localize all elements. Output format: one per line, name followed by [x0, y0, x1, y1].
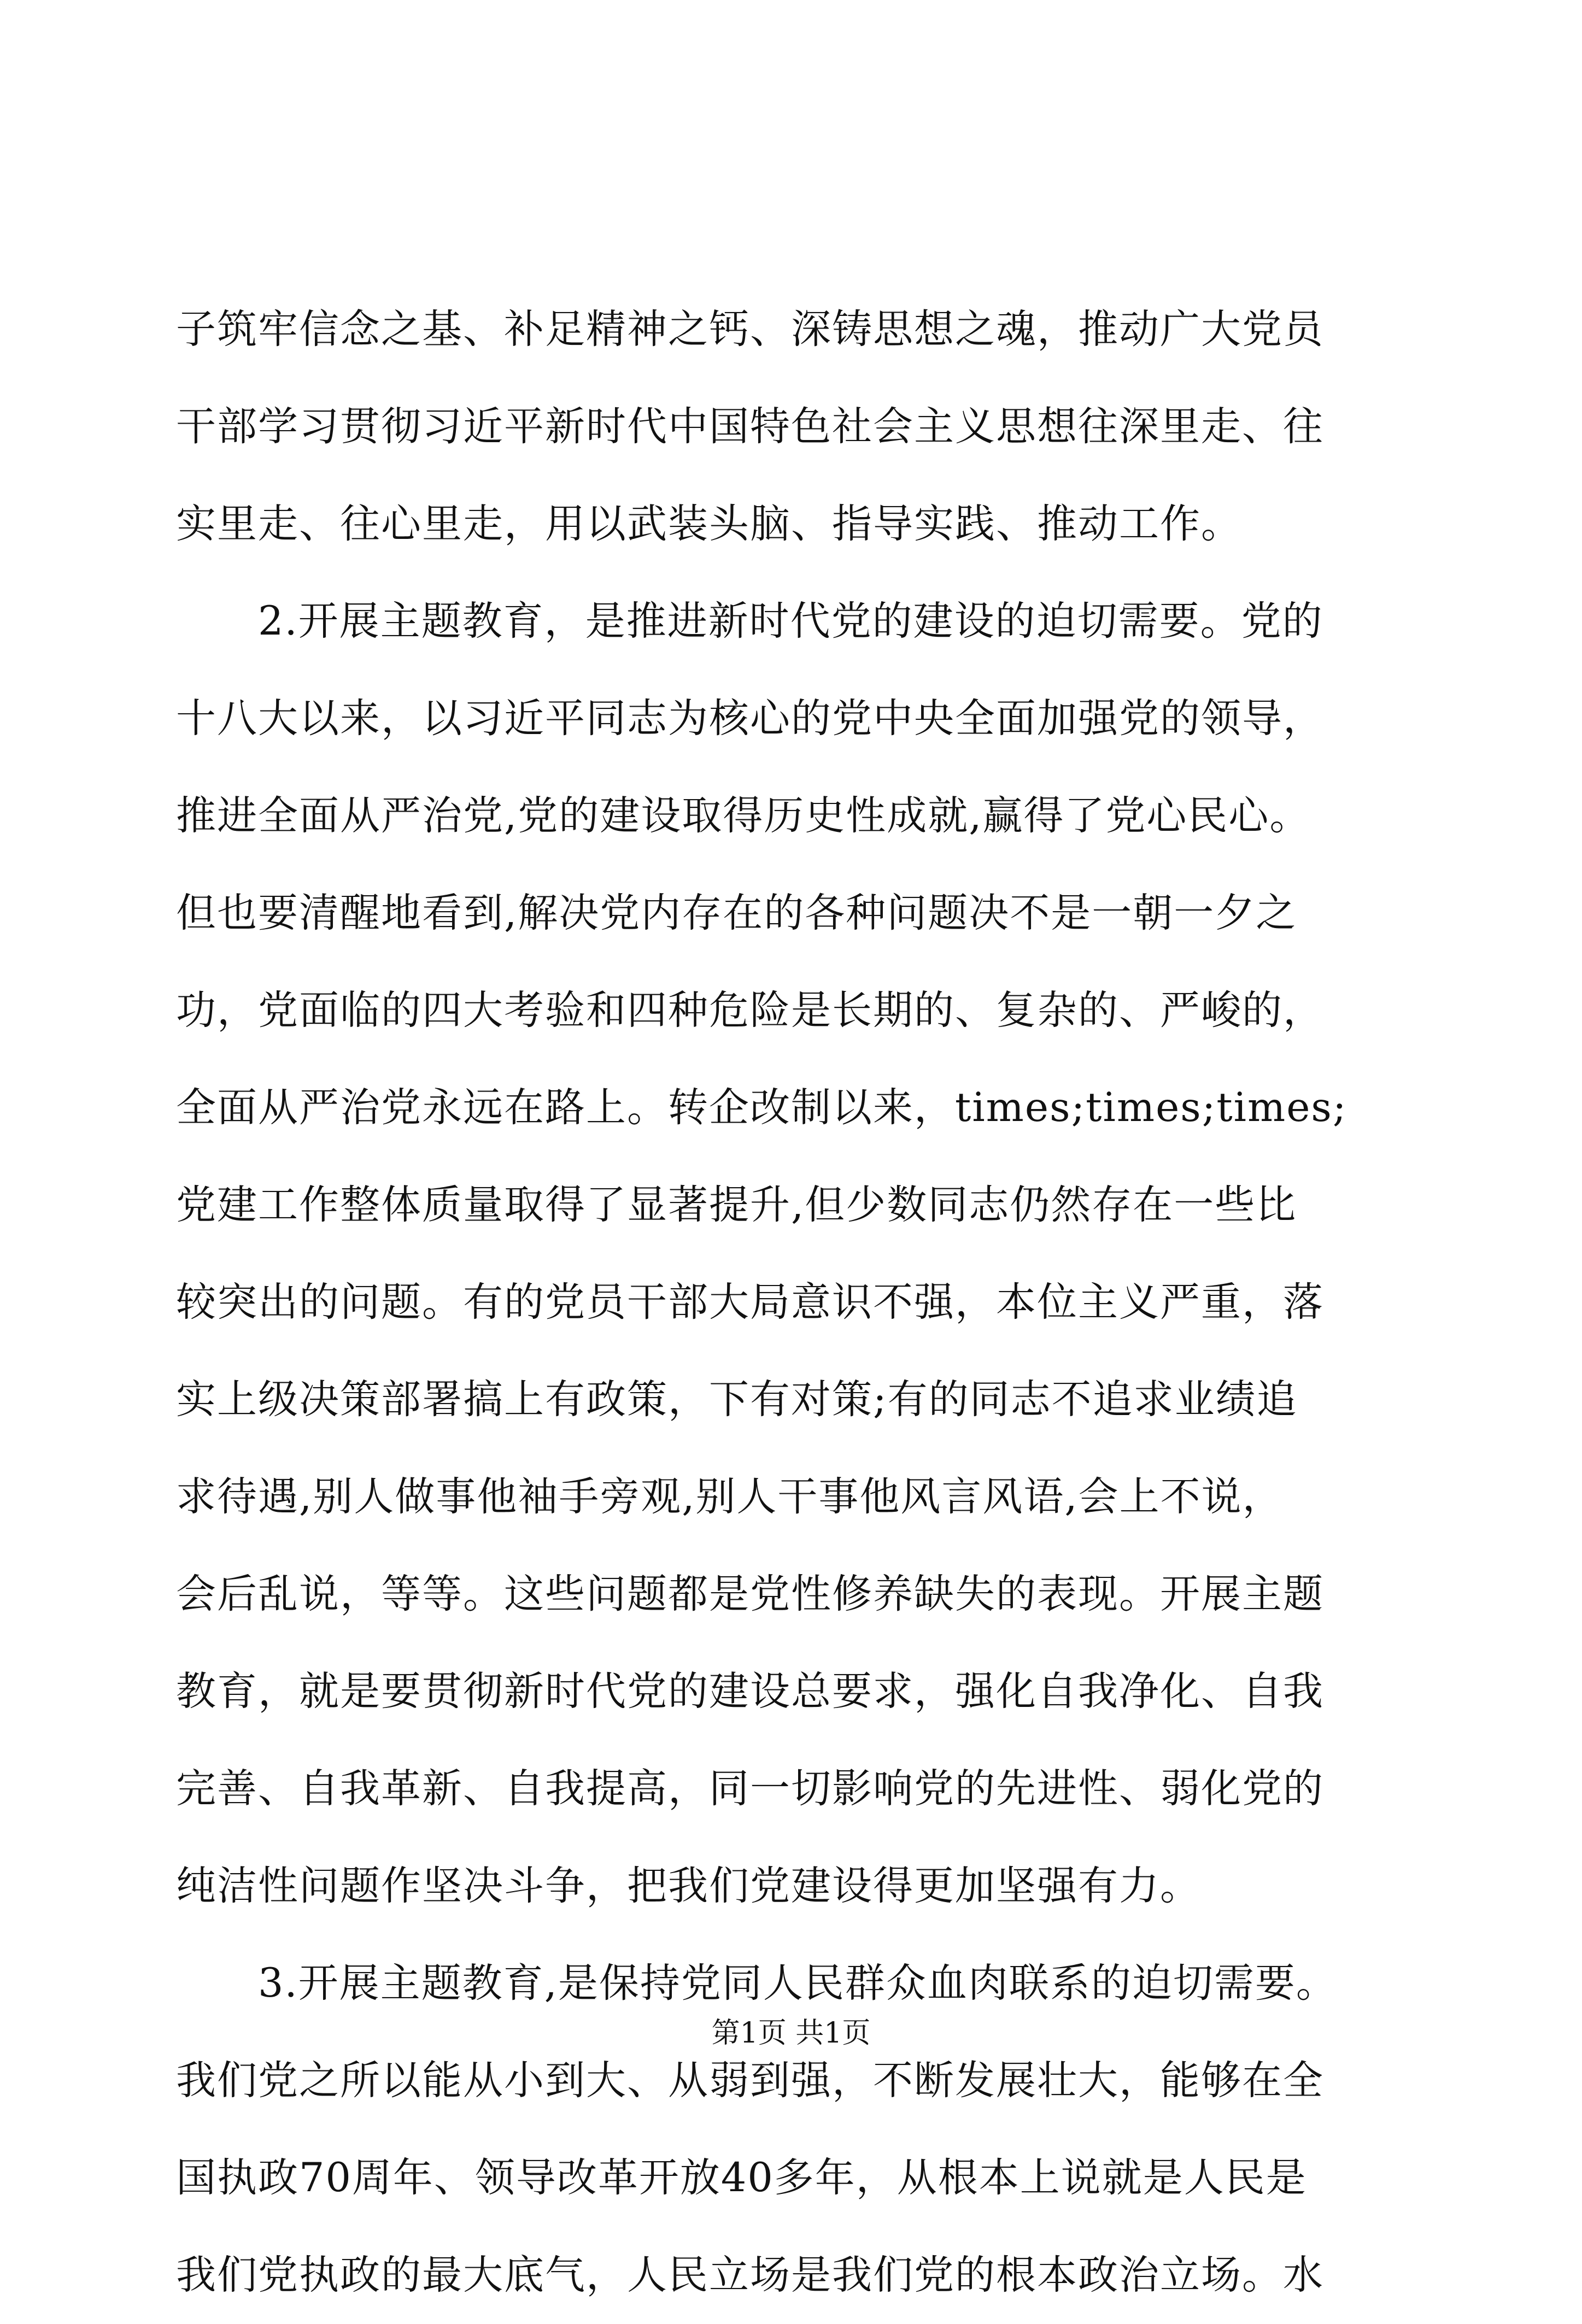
text-line: 子筑牢信念之基、补足精神之钙、深铸思想之魂，推动广大党员 — [176, 306, 1324, 353]
text-line: 国执政70周年、领导改革开放40多年，从根本上说就是人民是 — [176, 2155, 1307, 2201]
text-line: 但也要清醒地看到,解决党内存在的各种问题决不是一朝一夕之 — [176, 890, 1297, 936]
text-line: 完善、自我革新、自我提高，同一切影响党的先进性、弱化党的 — [176, 1765, 1324, 1812]
text-line: 实里走、往心里走，用以武装头脑、指导实践、推动工作。 — [176, 501, 1242, 547]
text-line: 较突出的问题。有的党员干部大局意识不强，本位主义严重，落 — [176, 1279, 1324, 1325]
page-number-label: 第1页 共1页 — [711, 2017, 871, 2050]
text-line: 我们党之所以能从小到大、从弱到强，不断发展壮大，能够在全 — [176, 2057, 1324, 2104]
text-line: 纯洁性问题作坚决斗争，把我们党建设得更加坚强有力。 — [176, 1863, 1201, 1909]
text-line: 求待遇,别人做事他袖手旁观,别人干事他风言风语,会上不说， — [176, 1474, 1284, 1520]
paragraph-2-first-line: 2.开展主题教育，是推进新时代党的建设的迫切需要。党的 — [176, 598, 1323, 644]
paragraph-3-first-line: 3.开展主题教育,是保持党同人民群众血肉联系的迫切需要。 — [176, 1960, 1337, 2006]
text-line: 我们党执政的最大底气，人民立场是我们党的根本政治立场。水 — [176, 2252, 1324, 2298]
text-line: 十八大以来，以习近平同志为核心的党中央全面加强党的领导， — [176, 695, 1324, 742]
text-line: 党建工作整体质量取得了显著提升,但少数同志仍然存在一些比 — [176, 1182, 1297, 1228]
page-footer — [0, 2011, 1582, 2055]
text-line: 全面从严治党永远在路上。转企改制以来，times;times;times; — [176, 1084, 1347, 1131]
text-line: 功，党面临的四大考验和四种危险是长期的、复杂的、严峻的， — [176, 987, 1324, 1034]
text-line: 实上级决策部署搞上有政策，下有对策;有的同志不追求业绩追 — [176, 1376, 1298, 1423]
text-line: 推进全面从严治党,党的建设取得历史性成就,赢得了党心民心。 — [176, 793, 1311, 839]
text-line: 教育，就是要贯彻新时代党的建设总要求，强化自我净化、自我 — [176, 1668, 1324, 1715]
text-line: 会后乱说，等等。这些问题都是党性修养缺失的表现。开展主题 — [176, 1571, 1324, 1617]
text-line: 干部学习贯彻习近平新时代中国特色社会主义思想往深里走、往 — [176, 403, 1324, 450]
